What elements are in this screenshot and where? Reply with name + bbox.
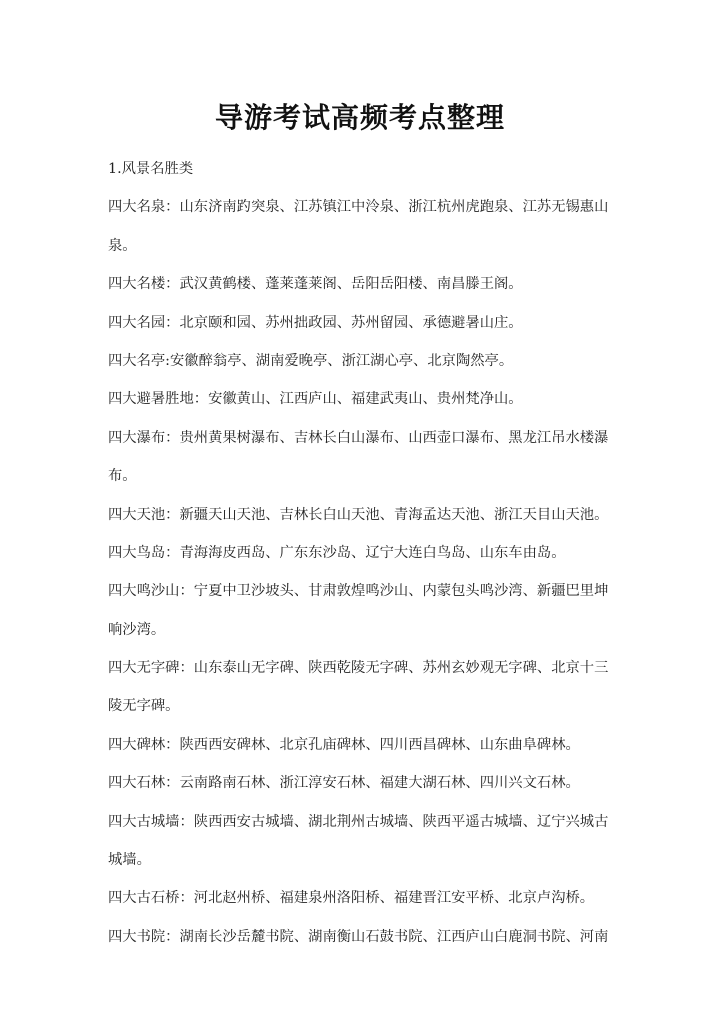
text-line: 城墙。 [108, 852, 151, 869]
text-line: 四大名泉：山东济南趵突泉、江苏镇江中泠泉、浙江杭州虎跑泉、江苏无锡惠山 [108, 199, 609, 216]
text-line: 四大书院：湖南长沙岳麓书院、湖南衡山石鼓书院、江西庐山白鹿洞书院、河南 [108, 928, 609, 945]
text-line: 四大无字碑：山东泰山无字碑、陕西乾陵无字碑、苏州玄妙观无字碑、北京十三 [108, 660, 609, 677]
text-line: 四大碑林：陕西西安碑林、北京孔庙碑林、四川西昌碑林、山东曲阜碑林。 [108, 736, 580, 753]
text-line: 响沙湾。 [108, 621, 166, 638]
text-line: 四大古城墙：陕西西安古城墙、湖北荆州古城墙、陕西平遥古城墙、辽宁兴城古 [108, 813, 609, 830]
text-line: 四大鸣沙山：宁夏中卫沙坡头、甘肃敦煌鸣沙山、内蒙包头鸣沙湾、新疆巴里坤 [108, 583, 609, 600]
text-line: 四大鸟岛：青海海皮西岛、广东东沙岛、辽宁大连白鸟岛、山东车由岛。 [108, 544, 566, 561]
text-line: 四大名楼：武汉黄鹤楼、蓬莱蓬莱阁、岳阳岳阳楼、南昌滕王阁。 [108, 276, 523, 293]
text-line: 四大名园：北京颐和园、苏州拙政园、苏州留园、承德避暑山庄。 [108, 314, 523, 331]
page-title: 导游考试高频考点整理 [214, 101, 505, 134]
text-line: 四大瀑布：贵州黄果树瀑布、吉林长白山瀑布、山西壶口瀑布、黑龙江吊水楼瀑 [108, 429, 609, 446]
text-line: 布。 [108, 468, 137, 485]
text-line: 四大石林：云南路南石林、浙江淳安石林、福建大湖石林、四川兴文石林。 [108, 775, 580, 792]
document-body [108, 150, 618, 956]
section-heading: 1.风景名胜类 [108, 161, 194, 177]
text-line: 泉。 [108, 237, 137, 254]
text-line: 四大古石桥：河北赵州桥、福建泉州洛阳桥、福建晋江安平桥、北京卢沟桥。 [108, 890, 595, 907]
text-line: 四大名亭:安徽醉翁亭、湖南爱晚亭、浙江湖心亭、北京陶然亭。 [108, 352, 514, 369]
text-line: 陵无字碑。 [108, 698, 180, 715]
text-line: 四大天池：新疆天山天池、吉林长白山天池、青海孟达天池、浙江天目山天池。 [108, 506, 609, 523]
text-line: 四大避暑胜地：安徽黄山、江西庐山、福建武夷山、贵州梵净山。 [108, 391, 523, 408]
